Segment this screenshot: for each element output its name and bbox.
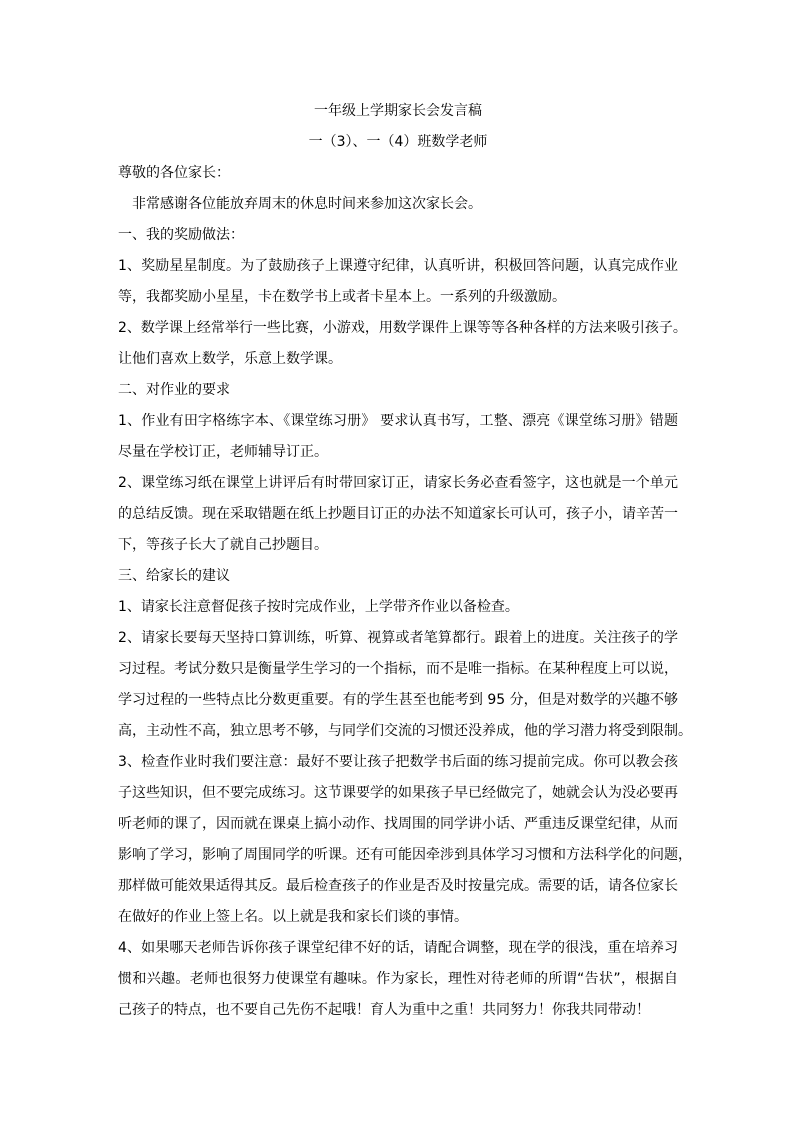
section-heading-1: 一、我的奖励做法： — [118, 227, 244, 243]
paragraph-line: 子这些知识，但不要完成练习。这节课要学的如果孩子早已经做完了，她就会认为没必要再 — [118, 785, 678, 801]
paragraph-line: 听老师的课了，因而就在课桌上搞小动作、找周围的同学讲小话、严重违反课堂纪律，从而 — [118, 816, 678, 832]
paragraph-line: 1、奖励星星制度。为了鼓励孩子上课遵守纪律，认真听讲，积极回答问题，认真完成作业 — [118, 258, 678, 274]
paragraph-line: 学习过程的一些特点比分数更重要。有的学生甚至也能考到 95 分，但是对数学的兴趣不够 — [118, 692, 678, 708]
paragraph-line: 2、数学课上经常举行一些比赛，小游戏，用数学课件上课等等各种各样的方法来吸引孩子。 — [118, 320, 687, 336]
paragraph-line: 的总结反馈。现在采取错题在纸上抄题目订正的办法不知道家长可认可，孩子小，请辛苦一 — [118, 506, 678, 522]
paragraph-line: 影响了学习，影响了周围同学的听课。还有可能因牵涉到具体学习习惯和方法科学化的问题， — [118, 847, 692, 863]
paragraph-line: 己孩子的特点，也不要自己先伤不起哦！育人为重中之重！共同努力！你我共同带动！ — [118, 1002, 650, 1018]
paragraph-line: 2、课堂练习纸在课堂上讲评后有时带回家订正，请家长务必查看签字，这也就是一个单元 — [118, 475, 678, 491]
salutation: 尊敬的各位家长： — [118, 165, 230, 181]
paragraph-line: 等，我都奖励小星星，卡在数学书上或者卡星本上。一系列的升级激励。 — [118, 289, 566, 305]
paragraph-line: 2、请家长要每天坚持口算训练，听算、视算或者笔算都行。跟着上的进度。关注孩子的学 — [118, 630, 678, 646]
paragraph-line: 习过程。考试分数只是衡量学生学习的一个指标，而不是唯一指标。在某种程度上可以说， — [118, 661, 678, 677]
document-title: 一年级上学期家长会发言稿 — [314, 103, 482, 119]
intro-paragraph: 非常感谢各位能放弃周末的休息时间来参加这次家长会。 — [132, 196, 482, 212]
document-subtitle: 一（3）、一（4）班数学老师 — [308, 134, 488, 150]
section-heading-2: 二、对作业的要求 — [118, 382, 230, 398]
paragraph-line: 在做好的作业上签上名。以上就是我和家长们谈的事情。 — [118, 909, 468, 925]
document-page — [118, 96, 692, 1026]
paragraph-line: 下，等孩子长大了就自己抄题目。 — [118, 537, 328, 553]
paragraph-line: 惯和兴趣。老师也很努力使课堂有趣味。作为家长，理性对待老师的所谓“告状”，根据自 — [118, 971, 678, 987]
paragraph-line: 1、作业有田字格练字本、《课堂练习册》 要求认真书写，工整、漂亮《课堂练习册》错题 — [118, 413, 678, 429]
paragraph-line: 尽量在学校订正，老师辅导订正。 — [118, 444, 328, 460]
section-heading-3: 三、给家长的建议 — [118, 568, 230, 584]
paragraph-line: 1、请家长注意督促孩子按时完成作业，上学带齐作业以备检查。 — [118, 599, 519, 615]
paragraph-line: 那样做可能效果适得其反。最后检查孩子的作业是否及时按量完成。需要的话，请各位家长 — [118, 878, 678, 894]
paragraph-line: 3、检查作业时我们要注意：最好不要让孩子把数学书后面的练习提前完成。你可以教会孩 — [118, 754, 678, 770]
paragraph-line: 4、如果哪天老师告诉你孩子课堂纪律不好的话，请配合调整，现在学的很浅，重在培养习 — [118, 940, 678, 956]
paragraph-line: 让他们喜欢上数学，乐意上数学课。 — [118, 351, 342, 367]
paragraph-line: 高，主动性不高，独立思考不够，与同学们交流的习惯还没养成，他的学习潜力将受到限制。 — [118, 723, 692, 739]
